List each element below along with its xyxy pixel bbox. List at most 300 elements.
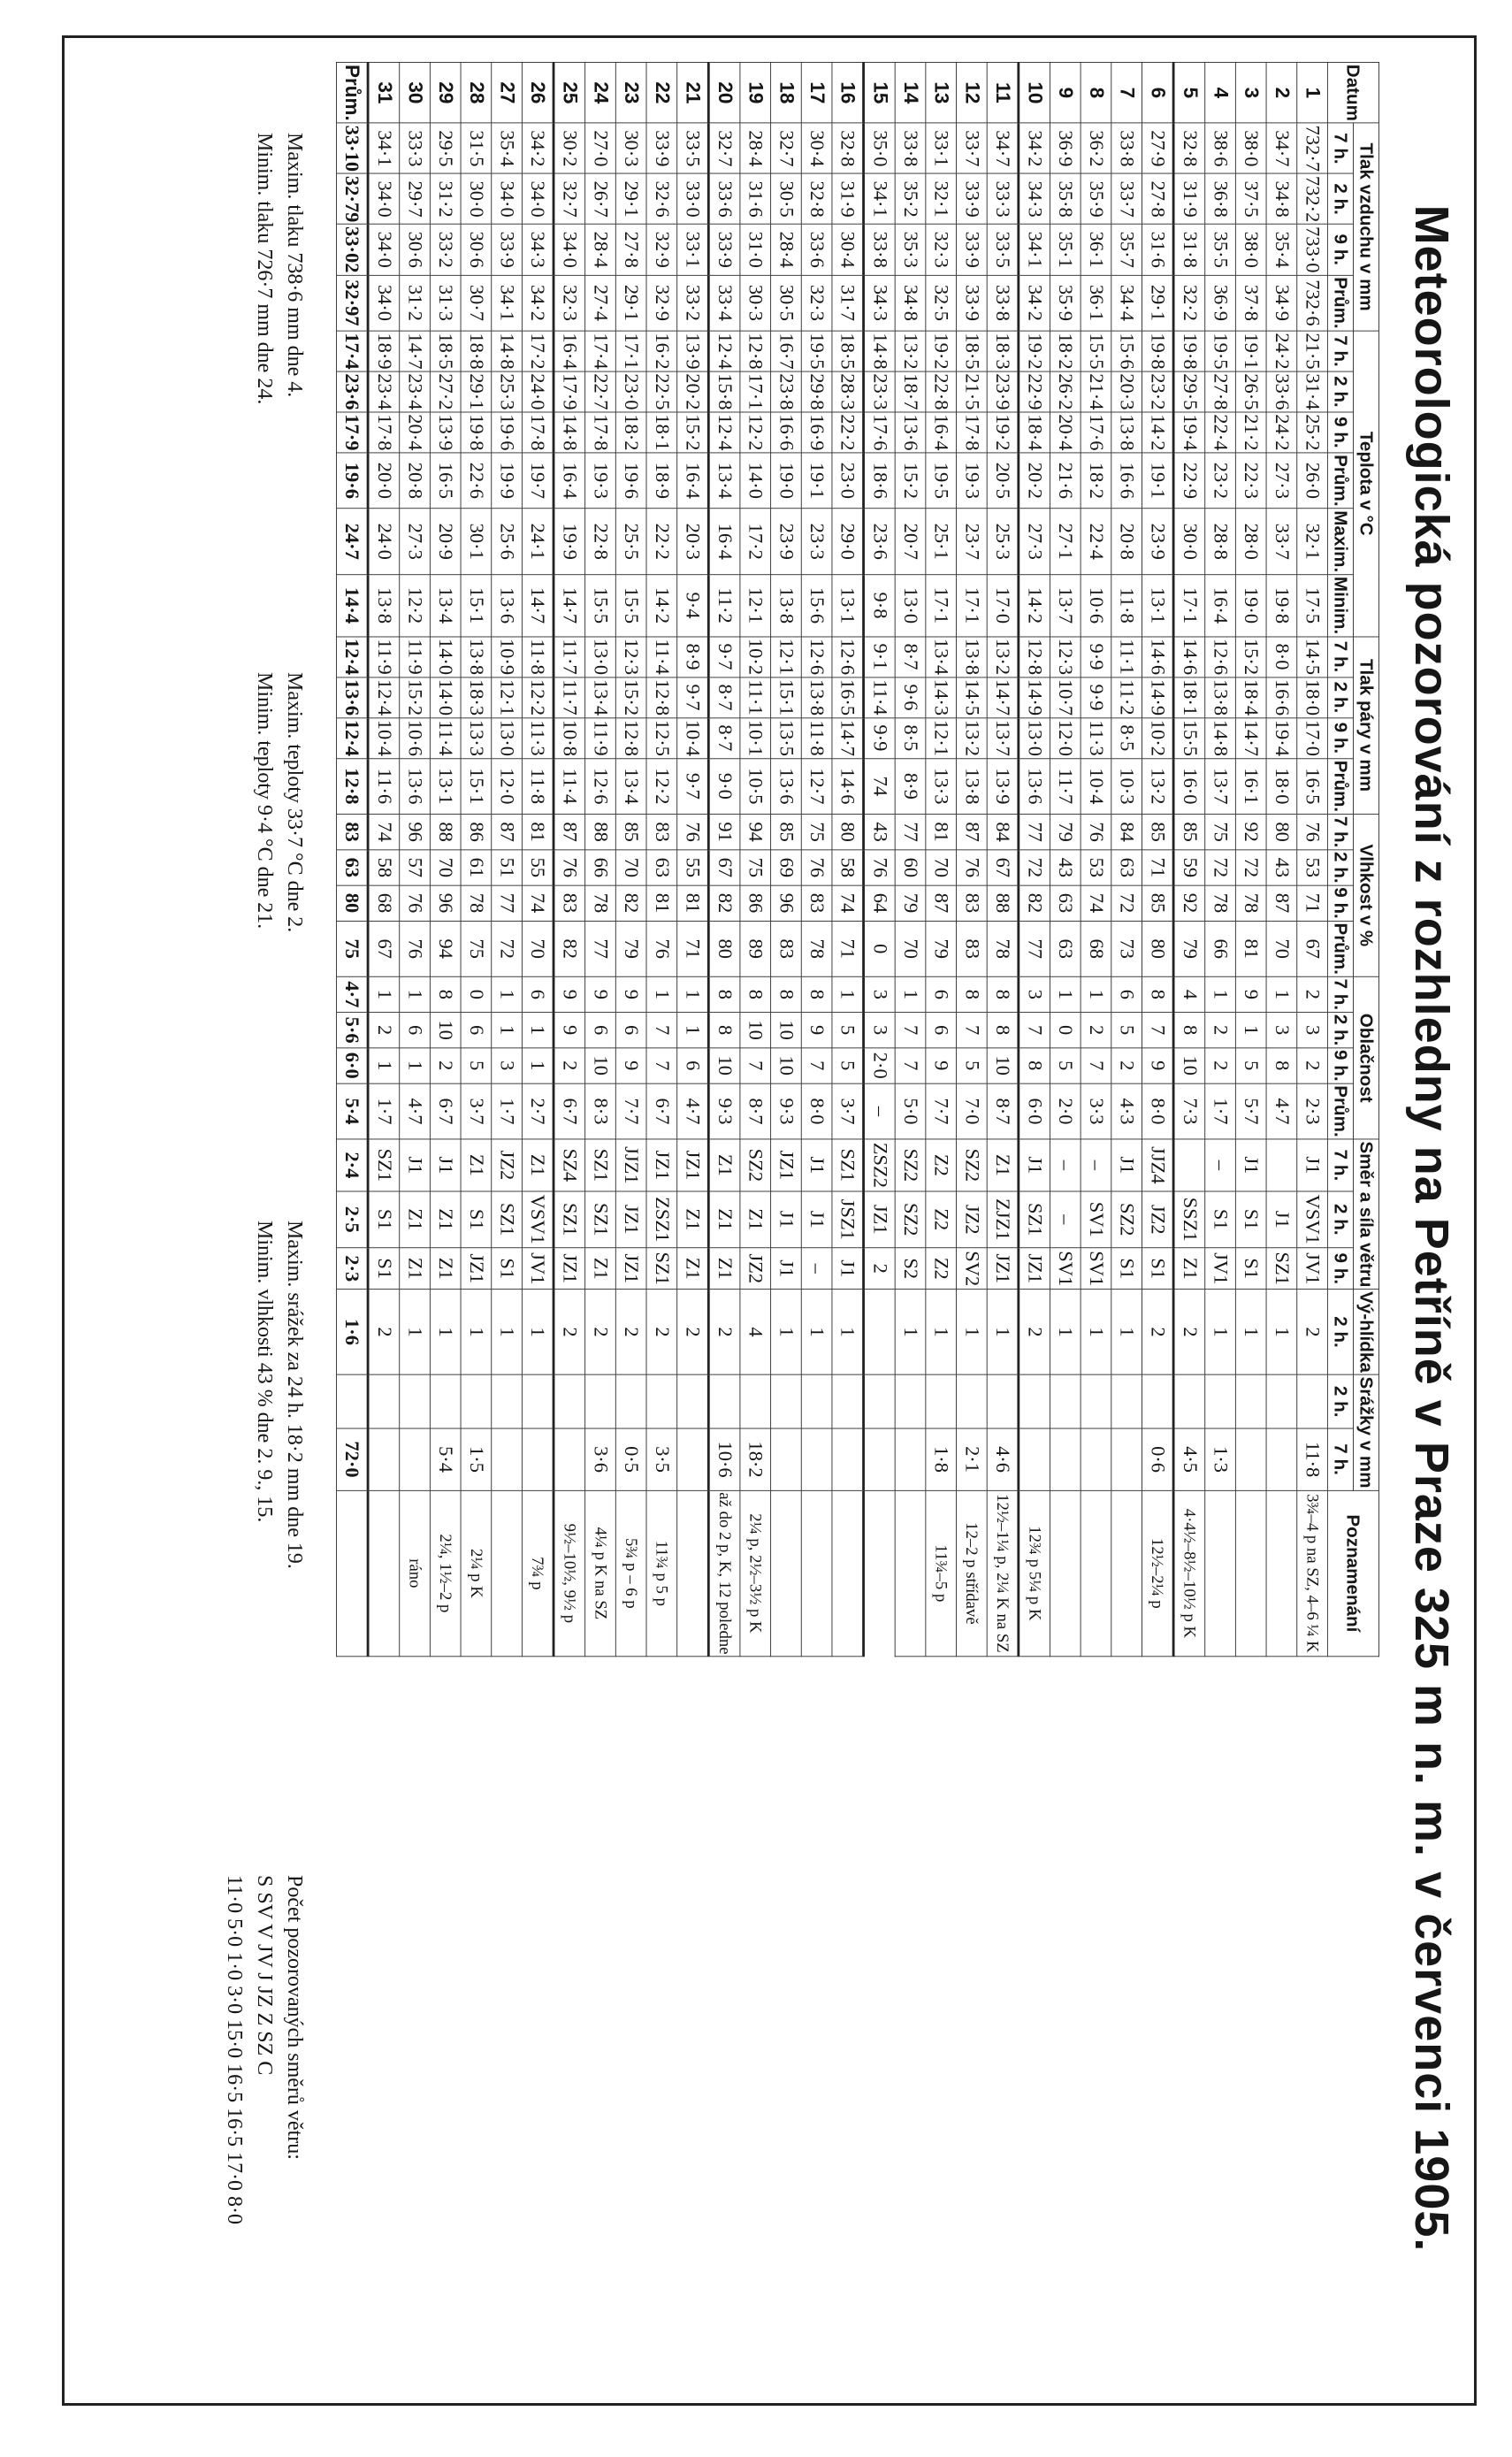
- value-cell: JZ1: [646, 1139, 677, 1191]
- value-cell: 20·2: [1019, 453, 1050, 509]
- value-cell: 34·3: [864, 275, 896, 331]
- day-cell: 14: [895, 62, 926, 123]
- value-cell: 18·3: [987, 331, 1019, 371]
- value-cell: 26·5: [1235, 371, 1266, 412]
- value-cell: 7: [957, 1012, 988, 1047]
- value-cell: 18·9: [646, 453, 677, 509]
- value-cell: Z1: [585, 1248, 616, 1290]
- value-cell: 96: [430, 885, 461, 921]
- col-h9: 9 h.: [1327, 1248, 1353, 1290]
- value-cell: 13·3: [926, 758, 957, 814]
- value-cell: 733·0: [1297, 225, 1328, 275]
- value-cell: 25·2: [1297, 412, 1328, 453]
- value-cell: 28·0: [1235, 509, 1266, 575]
- note-cell: [336, 1490, 368, 1657]
- day-cell: 16: [832, 62, 864, 123]
- value-cell: SZ1: [1266, 1248, 1297, 1290]
- value-cell: 77: [585, 921, 616, 976]
- value-cell: 17·4: [585, 331, 616, 371]
- value-cell: S1: [368, 1248, 400, 1290]
- value-cell: 27·8: [1205, 371, 1236, 412]
- value-cell: 2·3: [1297, 1083, 1328, 1139]
- value-cell: 83: [957, 921, 988, 976]
- value-cell: 34·7: [1266, 123, 1297, 173]
- value-cell: 2: [554, 1290, 585, 1374]
- value-cell: 2: [585, 1290, 616, 1374]
- value-cell: 2: [430, 1048, 461, 1083]
- value-cell: 29·8: [801, 371, 832, 412]
- value-cell: S1: [368, 1191, 400, 1248]
- value-cell: 23·6: [336, 371, 368, 412]
- value-cell: 1: [1081, 1290, 1111, 1374]
- value-cell: 8·7: [708, 677, 740, 717]
- value-cell: 19·9: [492, 453, 523, 509]
- note-cell: [895, 1490, 926, 1657]
- value-cell: 89: [740, 921, 771, 976]
- value-cell: 33·02: [336, 225, 368, 275]
- value-cell: 13·4: [708, 453, 740, 509]
- value-cell: [368, 1374, 400, 1428]
- value-cell: 34·1: [1019, 225, 1050, 275]
- value-cell: 37·8: [1235, 275, 1266, 331]
- value-cell: 30·0: [1173, 509, 1205, 575]
- value-cell: [585, 1374, 616, 1428]
- value-cell: 5: [461, 1048, 492, 1083]
- value-cell: [1111, 1374, 1142, 1428]
- value-cell: 12·4: [336, 717, 368, 758]
- value-cell: 88: [987, 885, 1019, 921]
- value-cell: 11·2: [1111, 677, 1142, 717]
- value-cell: SZ1: [585, 1191, 616, 1248]
- value-cell: 2·0: [864, 1048, 896, 1083]
- value-cell: 13·8: [1111, 412, 1142, 453]
- value-cell: 24·1: [522, 509, 554, 575]
- value-cell: 8·7: [987, 1083, 1019, 1139]
- value-cell: 4·7: [677, 1083, 709, 1139]
- value-cell: 14·0: [430, 637, 461, 677]
- value-cell: 19·5: [1205, 331, 1236, 371]
- value-cell: 53: [1081, 850, 1111, 885]
- note-cell: [771, 1490, 802, 1657]
- note-cell: [1266, 1490, 1297, 1657]
- value-cell: 8: [1142, 976, 1173, 1012]
- note-cell: 12½–1¼ p, 2¼ K na SZ: [987, 1490, 1019, 1657]
- day-cell: 12: [957, 62, 988, 123]
- average-row: [336, 62, 368, 1656]
- table-row: [615, 62, 646, 1656]
- value-cell: 31·9: [1173, 173, 1205, 224]
- value-cell: J1: [771, 1248, 802, 1290]
- value-cell: JZ1: [1019, 1248, 1050, 1290]
- value-cell: 13·9: [430, 412, 461, 453]
- table-row: [708, 62, 740, 1656]
- value-cell: 18·0: [1266, 758, 1297, 814]
- value-cell: 17·9: [336, 412, 368, 453]
- value-cell: 12·8: [1019, 637, 1050, 677]
- value-cell: 11·8: [801, 717, 832, 758]
- table-row: [895, 62, 926, 1656]
- value-cell: JZ2: [957, 1191, 988, 1248]
- value-cell: 32·97: [336, 275, 368, 331]
- value-cell: 76: [554, 850, 585, 885]
- value-cell: [400, 1374, 431, 1428]
- value-cell: 13·3: [461, 717, 492, 758]
- value-cell: 1·5: [461, 1428, 492, 1490]
- note-cell: [492, 1490, 523, 1657]
- table-row: [987, 62, 1019, 1656]
- value-cell: 53: [1297, 850, 1328, 885]
- value-cell: 72: [1205, 850, 1236, 885]
- value-cell: 20·3: [677, 509, 709, 575]
- day-cell: 3: [1235, 62, 1266, 123]
- value-cell: 18·2: [740, 1428, 771, 1490]
- value-cell: 24·2: [1266, 331, 1297, 371]
- value-cell: 2: [1205, 1048, 1236, 1083]
- value-cell: 11·6: [368, 758, 400, 814]
- note-cell: [832, 1490, 864, 1657]
- value-cell: 8: [430, 976, 461, 1012]
- summary-line: Maxim. tlaku 738·6 mm dne 4.: [283, 133, 306, 398]
- value-cell: 10: [585, 1048, 616, 1083]
- value-cell: 32·3: [926, 225, 957, 275]
- value-cell: 23·3: [801, 509, 832, 575]
- col-h9: 9 h.: [1327, 412, 1353, 453]
- summary-wind: [219, 1875, 309, 2224]
- note-cell: [1050, 1490, 1081, 1657]
- value-cell: 82: [615, 885, 646, 921]
- note-cell: 3¾–4 p na SZ, 4–6 ¼ K: [1297, 1490, 1328, 1657]
- value-cell: 2: [1081, 1012, 1111, 1047]
- value-cell: 32·3: [801, 275, 832, 331]
- value-cell: 12·2: [740, 412, 771, 453]
- value-cell: 12·1: [926, 717, 957, 758]
- value-cell: 79: [615, 921, 646, 976]
- value-cell: 8·5: [1111, 717, 1142, 758]
- value-cell: 15·5: [615, 575, 646, 637]
- value-cell: 26·7: [585, 173, 616, 224]
- value-cell: 13·0: [585, 637, 616, 677]
- value-cell: 5: [1111, 1012, 1142, 1047]
- value-cell: 17·8: [585, 412, 616, 453]
- value-cell: 1: [1050, 1290, 1081, 1374]
- value-cell: S1: [1111, 1248, 1142, 1290]
- value-cell: 8·7: [895, 637, 926, 677]
- value-cell: 34·3: [1019, 173, 1050, 224]
- value-cell: 15·2: [400, 677, 431, 717]
- value-cell: 5: [1050, 1048, 1081, 1083]
- value-cell: 10·1: [740, 717, 771, 758]
- value-cell: JV1: [1205, 1248, 1236, 1290]
- value-cell: 16·5: [1297, 758, 1328, 814]
- value-cell: 13·8: [1205, 677, 1236, 717]
- value-cell: 33·10: [336, 123, 368, 173]
- day-cell: 4: [1205, 62, 1236, 123]
- value-cell: 7·0: [957, 1083, 988, 1139]
- value-cell: 3·3: [1081, 1083, 1111, 1139]
- value-cell: 1: [400, 1290, 431, 1374]
- value-cell: 15·5: [1173, 717, 1205, 758]
- value-cell: 74: [522, 885, 554, 921]
- value-cell: 8: [1019, 1048, 1050, 1083]
- value-cell: 26·0: [1297, 453, 1328, 509]
- value-cell: [832, 1374, 864, 1428]
- value-cell: 14·4: [336, 575, 368, 637]
- value-cell: 94: [740, 814, 771, 849]
- group-vlhkost: Vlhkost v %: [1353, 814, 1378, 976]
- value-cell: Z1: [400, 1248, 431, 1290]
- table-row: [1205, 62, 1236, 1656]
- value-cell: 13·2: [957, 717, 988, 758]
- value-cell: 32·8: [801, 173, 832, 224]
- value-cell: SV2: [957, 1248, 988, 1290]
- value-cell: 13·0: [1019, 717, 1050, 758]
- value-cell: 73: [1111, 921, 1142, 976]
- value-cell: 19·0: [1235, 575, 1266, 637]
- value-cell: 21·4: [1081, 371, 1111, 412]
- value-cell: 2·4: [336, 1139, 368, 1191]
- value-cell: 22·9: [1019, 371, 1050, 412]
- day-cell: 18: [771, 62, 802, 123]
- value-cell: 70: [926, 850, 957, 885]
- value-cell: 13·7: [987, 717, 1019, 758]
- note-cell: [368, 1490, 400, 1657]
- note-cell: 2¼ p, 2½–3½ p K: [740, 1490, 771, 1657]
- value-cell: 18·5: [832, 331, 864, 371]
- col-h7: 7 h.: [1327, 331, 1353, 371]
- value-cell: 27·8: [615, 225, 646, 275]
- value-cell: 9·0: [708, 758, 740, 814]
- value-cell: 12·1: [492, 677, 523, 717]
- value-cell: [492, 1374, 523, 1428]
- value-cell: 2: [368, 1290, 400, 1374]
- value-cell: 4·7: [336, 976, 368, 1012]
- value-cell: 23·9: [1142, 509, 1173, 575]
- day-cell: 10: [1019, 62, 1050, 123]
- value-cell: 15·2: [895, 453, 926, 509]
- value-cell: 33·9: [957, 225, 988, 275]
- value-cell: 1: [987, 1290, 1019, 1374]
- value-cell: 75: [740, 850, 771, 885]
- value-cell: 36·1: [1081, 275, 1111, 331]
- value-cell: 2: [708, 1290, 740, 1374]
- value-cell: JZ1: [677, 1139, 709, 1191]
- value-cell: 7: [1142, 1012, 1173, 1047]
- value-cell: 35·4: [492, 123, 523, 173]
- value-cell: 22·3: [1235, 453, 1266, 509]
- value-cell: 1: [1235, 1012, 1266, 1047]
- value-cell: 22·2: [832, 412, 864, 453]
- value-cell: 33·2: [430, 225, 461, 275]
- value-cell: 77: [1019, 814, 1050, 849]
- value-cell: 10·6: [708, 1428, 740, 1490]
- day-cell: 13: [926, 62, 957, 123]
- value-cell: 7: [740, 1048, 771, 1083]
- day-cell: 29: [430, 62, 461, 123]
- col-h7: 7 h.: [1327, 1428, 1353, 1490]
- col-datum: Datum: [1327, 62, 1378, 123]
- value-cell: SZ1: [1019, 1191, 1050, 1248]
- day-cell: 27: [492, 62, 523, 123]
- value-cell: 2: [1142, 1290, 1173, 1374]
- value-cell: 10·5: [740, 758, 771, 814]
- value-cell: 12·6: [801, 637, 832, 677]
- value-cell: JZ2: [492, 1139, 523, 1191]
- value-cell: [336, 1374, 368, 1428]
- value-cell: 6: [585, 1012, 616, 1047]
- value-cell: 4·7: [400, 1083, 431, 1139]
- value-cell: 31·2: [430, 173, 461, 224]
- day-cell: 22: [646, 62, 677, 123]
- value-cell: SV1: [1081, 1191, 1111, 1248]
- value-cell: 4: [1173, 976, 1205, 1012]
- value-cell: 8: [1173, 1012, 1205, 1047]
- value-cell: 30·1: [461, 509, 492, 575]
- value-cell: 19·6: [492, 412, 523, 453]
- value-cell: 66: [585, 850, 616, 885]
- value-cell: [771, 1374, 802, 1428]
- note-cell: 4·4½–8½–10½ p K: [1173, 1490, 1205, 1657]
- value-cell: 17·8: [957, 412, 988, 453]
- value-cell: –: [1050, 1191, 1081, 1248]
- value-cell: Z1: [708, 1191, 740, 1248]
- value-cell: 25·5: [615, 509, 646, 575]
- value-cell: [677, 1374, 709, 1428]
- value-cell: 79: [926, 921, 957, 976]
- value-cell: 0·5: [615, 1428, 646, 1490]
- value-cell: JZ1: [554, 1248, 585, 1290]
- value-cell: [1111, 1428, 1142, 1490]
- value-cell: 77: [1019, 921, 1050, 976]
- value-cell: [554, 1374, 585, 1428]
- value-cell: 17·1: [957, 575, 988, 637]
- value-cell: 1: [677, 1012, 709, 1047]
- value-cell: 34·0: [368, 225, 400, 275]
- value-cell: 85: [771, 814, 802, 849]
- value-cell: 31·8: [1173, 225, 1205, 275]
- col-h2: 2 h.: [1327, 173, 1353, 224]
- value-cell: 15·6: [801, 575, 832, 637]
- value-cell: 32·2: [1173, 275, 1205, 331]
- value-cell: 34·0: [368, 275, 400, 331]
- day-cell: 20: [708, 62, 740, 123]
- value-cell: JZ1: [615, 1191, 646, 1248]
- value-cell: 13·4: [926, 637, 957, 677]
- value-cell: 15·5: [585, 575, 616, 637]
- value-cell: 19·8: [1266, 575, 1297, 637]
- value-cell: 77: [492, 885, 523, 921]
- value-cell: JJZ4: [1142, 1139, 1173, 1191]
- value-cell: 10: [771, 1048, 802, 1083]
- value-cell: [1019, 1428, 1050, 1490]
- value-cell: 13·9: [677, 331, 709, 371]
- value-cell: 17·5: [1297, 575, 1328, 637]
- value-cell: 8: [987, 1012, 1019, 1047]
- value-cell: 6·0: [336, 1048, 368, 1083]
- table-row: [1111, 62, 1142, 1656]
- value-cell: 6: [677, 1048, 709, 1083]
- value-cell: 29·0: [832, 509, 864, 575]
- table-row: [400, 62, 431, 1656]
- value-cell: JZ1: [771, 1139, 802, 1191]
- value-cell: 24·2: [1266, 412, 1297, 453]
- value-cell: [554, 1428, 585, 1490]
- value-cell: 83: [336, 814, 368, 849]
- value-cell: 6·7: [430, 1083, 461, 1139]
- value-cell: 11·8: [1297, 1428, 1328, 1490]
- value-cell: 79: [1173, 921, 1205, 976]
- value-cell: 76: [400, 885, 431, 921]
- value-cell: 5: [832, 1012, 864, 1047]
- value-cell: [957, 1374, 988, 1428]
- col-prum: Prům.: [1327, 1083, 1353, 1139]
- value-cell: 29·1: [1142, 275, 1173, 331]
- value-cell: 35·9: [1050, 275, 1081, 331]
- value-cell: 18·2: [1081, 453, 1111, 509]
- value-cell: 8: [801, 976, 832, 1012]
- value-cell: 19·3: [585, 453, 616, 509]
- value-cell: 32·1: [1297, 509, 1328, 575]
- value-cell: [1081, 1374, 1111, 1428]
- day-cell: 25: [554, 62, 585, 123]
- value-cell: 32·7: [708, 123, 740, 173]
- value-cell: 14·6: [1173, 637, 1205, 677]
- value-cell: 33·5: [987, 225, 1019, 275]
- value-cell: 17·2: [522, 331, 554, 371]
- col-prum: Prům.: [1327, 758, 1353, 814]
- value-cell: 14·8: [492, 331, 523, 371]
- value-cell: J1: [400, 1139, 431, 1191]
- value-cell: 20·3: [1111, 371, 1142, 412]
- value-cell: 83: [554, 885, 585, 921]
- value-cell: 9: [801, 1012, 832, 1047]
- table-row: [1173, 62, 1205, 1656]
- value-cell: 30·6: [400, 225, 431, 275]
- value-cell: 55: [522, 850, 554, 885]
- note-cell: 4¼ p K na SZ: [585, 1490, 616, 1657]
- value-cell: 70: [522, 921, 554, 976]
- value-cell: [461, 1374, 492, 1428]
- value-cell: 33·8: [864, 225, 896, 275]
- value-cell: 12·3: [1050, 637, 1081, 677]
- value-cell: 1·7: [368, 1083, 400, 1139]
- value-cell: 86: [461, 814, 492, 849]
- value-cell: 1·3: [1205, 1428, 1236, 1490]
- value-cell: –: [864, 1083, 896, 1139]
- value-cell: 35·9: [1081, 173, 1111, 224]
- value-cell: 10·7: [1050, 677, 1081, 717]
- value-cell: 87: [492, 814, 523, 849]
- value-cell: 26·2: [1050, 371, 1081, 412]
- value-cell: 8: [1266, 1048, 1297, 1083]
- value-cell: 16·4: [554, 453, 585, 509]
- group-oblacnost: Oblačnost: [1353, 976, 1378, 1139]
- summary-line: Počet pozorovaných směrů větru:: [283, 1875, 306, 2160]
- value-cell: 10·2: [740, 637, 771, 677]
- table-row: [554, 62, 585, 1656]
- value-cell: 22·7: [585, 371, 616, 412]
- value-cell: 28·8: [1205, 509, 1236, 575]
- value-cell: 75: [1205, 814, 1236, 849]
- value-cell: 12·4: [708, 412, 740, 453]
- value-cell: 96: [400, 814, 431, 849]
- day-cell: 19: [740, 62, 771, 123]
- value-cell: 13·1: [1142, 575, 1173, 637]
- value-cell: JZ1: [615, 1248, 646, 1290]
- value-cell: [522, 1374, 554, 1428]
- value-cell: 15·2: [677, 412, 709, 453]
- value-cell: J1: [1235, 1139, 1266, 1191]
- value-cell: 732·6: [1297, 275, 1328, 331]
